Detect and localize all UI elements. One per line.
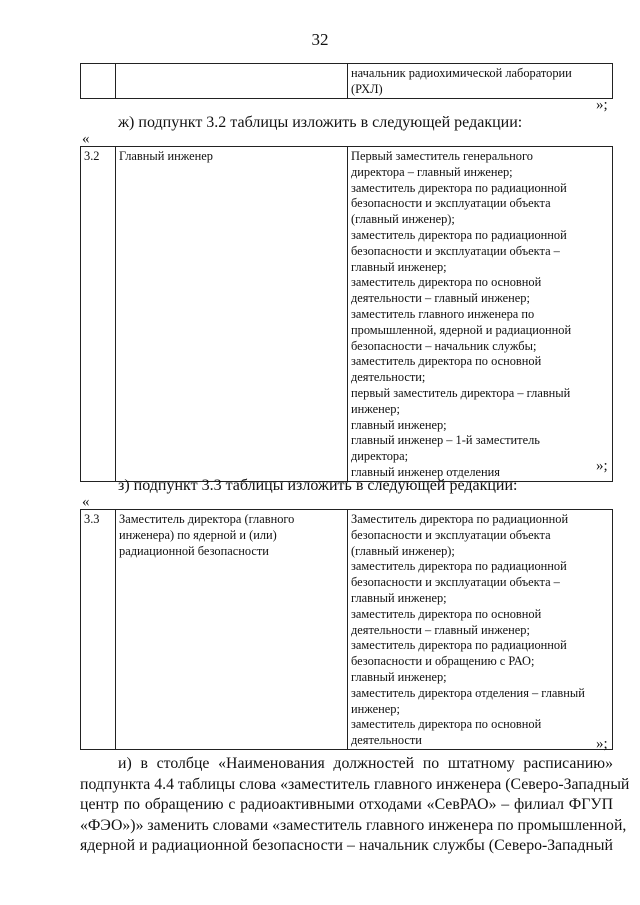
paragraph-line: подпункта 4.4 таблицы слова «заместитель главного инженера (Северо-Западный — [80, 775, 630, 793]
position-line: (главный инженер); — [351, 212, 455, 227]
position-line: заместитель директора по основной — [351, 606, 542, 621]
closing-quote: »; — [596, 458, 608, 474]
position-line: безопасности – начальник службы; — [351, 338, 537, 353]
position-line: промышленной, ядерной и радиационной — [351, 322, 572, 337]
paragraph-line: и) в столбце «Наименования должностей по штатному расписанию» — [118, 755, 613, 772]
position-line: (главный инженер); — [351, 543, 455, 558]
item-i-paragraph — [80, 754, 630, 857]
position-line: (РХЛ) — [351, 81, 383, 96]
position-line: деятельности – главный инженер; — [351, 622, 530, 637]
table-cell-title — [116, 510, 348, 750]
position-line: безопасности и эксплуатации объекта — [351, 196, 551, 211]
position-line: главный инженер; — [351, 259, 447, 274]
position-line: деятельности – главный инженер; — [351, 291, 530, 306]
position-line: главный инженер; — [351, 417, 447, 432]
position-line: заместитель директора по основной — [351, 275, 542, 290]
position-line: директора – главный инженер; — [351, 164, 513, 179]
title-line: инженера) по ядерной и (или) — [119, 527, 277, 542]
position-line: первый заместитель директора – главный — [351, 385, 571, 400]
table-cell-number — [81, 64, 116, 99]
page-number: 32 — [311, 30, 329, 49]
position-line: начальник радиохимической лаборатории — [351, 66, 572, 80]
table-cell-number: 3.2 — [81, 147, 116, 482]
position-line: главный инженер; — [351, 590, 447, 605]
table-item-3-2 — [80, 146, 613, 482]
table-continuation — [80, 63, 613, 99]
position-line: Первый заместитель генерального — [351, 149, 533, 163]
position-line: безопасности и эксплуатации объекта – — [351, 575, 560, 590]
position-line: главный инженер – 1-й заместитель — [351, 433, 540, 448]
table-cell-positions — [348, 510, 613, 750]
position-line: заместитель директора по радиационной — [351, 559, 567, 574]
table-cell-number: 3.3 — [81, 510, 116, 750]
position-line: инженер; — [351, 701, 400, 716]
position-line: деятельности; — [351, 370, 426, 385]
title-line: Заместитель директора (главного — [119, 512, 295, 526]
table-cell-positions — [348, 64, 613, 99]
opening-quote: « — [82, 131, 90, 147]
table-cell-positions — [348, 147, 613, 482]
position-line: заместитель директора по основной — [351, 354, 542, 369]
closing-quote: »; — [596, 736, 608, 752]
position-line: главный инженер; — [351, 669, 447, 684]
paragraph-line: центр по обращению с радиоактивными отходами «СевРАО» – филиал ФГУП — [80, 796, 613, 813]
position-line: заместитель директора по основной — [351, 717, 542, 732]
position-line: безопасности и эксплуатации объекта — [351, 527, 551, 542]
closing-quote: »; — [596, 97, 608, 113]
item-z-text: з) подпункт 3.3 таблицы изложить в следующей редакции: — [118, 477, 518, 494]
position-line: безопасности и эксплуатации объекта – — [351, 243, 560, 258]
opening-quote: « — [82, 494, 90, 510]
table-item-3-3 — [80, 509, 613, 750]
paragraph-line: ядерной и радиационной безопасности – начальник службы (Северо-Западный — [80, 837, 613, 854]
position-line: главный инженер отделения — [351, 464, 500, 479]
position-line: директора; — [351, 449, 409, 464]
position-line: заместитель главного инженера по — [351, 306, 535, 321]
position-line: Заместитель директора по радиационной — [351, 512, 569, 526]
table-cell-title: Главный инженер — [116, 147, 348, 482]
title-line: радиационной безопасности — [119, 543, 269, 558]
position-line: заместитель директора по радиационной — [351, 180, 567, 195]
position-line: заместитель директора по радиационной — [351, 638, 567, 653]
position-line: заместитель директора по радиационной — [351, 227, 567, 242]
position-line: инженер; — [351, 401, 400, 416]
position-line: заместитель директора отделения – главный — [351, 685, 585, 700]
position-line: деятельности — [351, 733, 422, 748]
table-cell-title — [116, 64, 348, 99]
position-line: безопасности и обращению с РАО; — [351, 654, 535, 669]
paragraph-line: «ФЭО»)» заменить словами «заместитель главного инженера по промышленной, — [80, 816, 627, 834]
item-zh-text: ж) подпункт 3.2 таблицы изложить в следующей редакции: — [118, 114, 523, 131]
